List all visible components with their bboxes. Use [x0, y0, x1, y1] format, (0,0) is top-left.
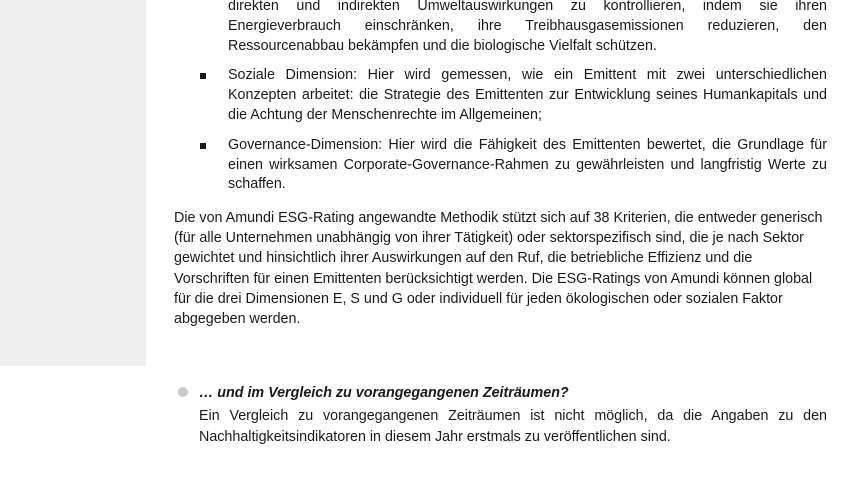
list-item-governance [200, 136, 827, 195]
list-item-environmental [200, 0, 827, 56]
square-bullet-icon [200, 73, 206, 79]
section-text: Ein Vergleich zu vorangegangenen Zeiträumen ist nicht möglich, da die Angaben zu den Nachhaltigkeitsindikatoren in diesem Jahr erstmals zu veröffentlichen sind. [199, 408, 827, 445]
section-heading: … und im Vergleich zu vorangegangenen Zeiträumen? [199, 385, 569, 401]
list-item-text: direkten und indirekten Umweltauswirkungen zu kontrollieren, indem sie ihren Energieverbrauch einschränken, ihre Treibhausgasemissionen reduzieren, den Ressourcenabbau bekämpfen und die biologische Vielfalt schützen. [228, 0, 827, 54]
dimension-list [200, 0, 827, 195]
list-item-text: Governance-Dimension: Hier wird die Fähigkeit des Emittenten bewertet, die Grundlage für einen wirksamen Corporate-Governance-Rahmen zu gewährleisten und langfristig Werte zu schaffen. [228, 136, 827, 193]
circle-bullet-icon [178, 387, 188, 397]
list-item-social [200, 66, 827, 125]
square-bullet-icon [200, 143, 206, 149]
left-margin-band [0, 0, 146, 366]
methodology-paragraph: Die von Amundi ESG-Rating angewandte Methodik stützt sich auf 38 Kriterien, die entweder generisch (für alle Unternehmen unabhängig von ihrer Tätigkeit) oder sektorspezifisch sind, die je nach Sektor gewichtet und hinsichtlich ihrer Auswirkungen auf den Ruf, die betriebliche Effizienz und die Vorschriften für einen Emittenten berücksichtigt werden. Die ESG-Ratings von Amundi können global für die drei Dimensionen E, S und G oder individuell für jeden ökologischen oder sozialen Faktor abgegeben werden. [174, 210, 823, 328]
list-item-text: Soziale Dimension: Hier wird gemessen, wie ein Emittent mit zwei unterschiedlichen Konzepten arbeitet: die Strategie des Emittenten zur Entwicklung seines Humankapitals und die Achtung der Menschenrechte im Allgemeinen; [228, 67, 827, 123]
